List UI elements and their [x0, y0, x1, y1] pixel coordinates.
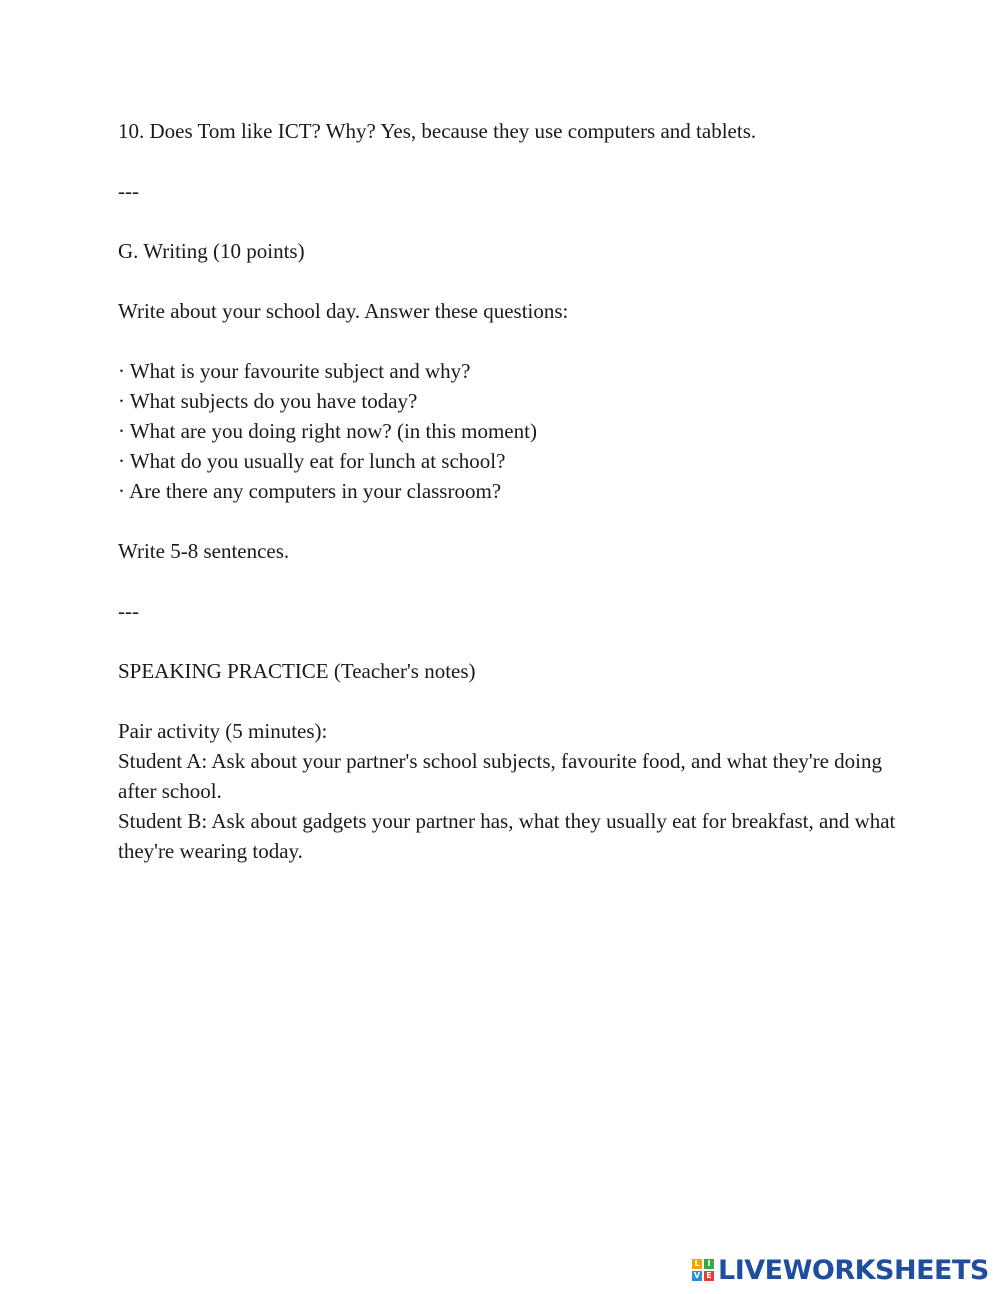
separator: --- — [118, 179, 139, 203]
writing-question: · What do you usually eat for lunch at school? — [118, 449, 506, 473]
speaking-heading: SPEAKING PRACTICE (Teacher's notes) — [118, 659, 476, 683]
writing-heading: G. Writing (10 points) — [118, 239, 305, 263]
worksheet-page — [118, 116, 898, 866]
logo-mark-icon — [692, 1259, 714, 1281]
logo-text: LIVEWORKSHEETS — [718, 1254, 989, 1286]
question-10: 10. Does Tom like ICT? Why? Yes, because they use computers and tablets. — [118, 119, 757, 143]
writing-question: · What is your favourite subject and why? — [118, 359, 471, 383]
student-b-instruction: Student B: Ask about gadgets your partner has, what they usually eat for breakfast, and what they're wearing today. — [118, 809, 896, 863]
logo-letter: I — [704, 1259, 714, 1269]
liveworksheets-logo — [692, 1254, 989, 1286]
writing-questions-list — [118, 356, 898, 506]
logo-letter: E — [704, 1271, 714, 1281]
pair-activity-label: Pair activity (5 minutes): — [118, 719, 328, 743]
writing-question: · Are there any computers in your classroom? — [118, 479, 502, 503]
pair-activity-block — [118, 716, 898, 866]
sentence-count-instruction: Write 5-8 sentences. — [118, 539, 290, 563]
logo-letter: V — [693, 1271, 701, 1280]
writing-question: · What subjects do you have today? — [118, 389, 418, 413]
separator: --- — [118, 599, 139, 623]
writing-intro: Write about your school day. Answer these questions: — [118, 299, 569, 323]
logo-letter: L — [692, 1259, 702, 1269]
student-a-instruction: Student A: Ask about your partner's school subjects, favourite food, and what they're doing after school. — [118, 749, 883, 803]
writing-question: · What are you doing right now? (in this moment) — [118, 419, 537, 443]
